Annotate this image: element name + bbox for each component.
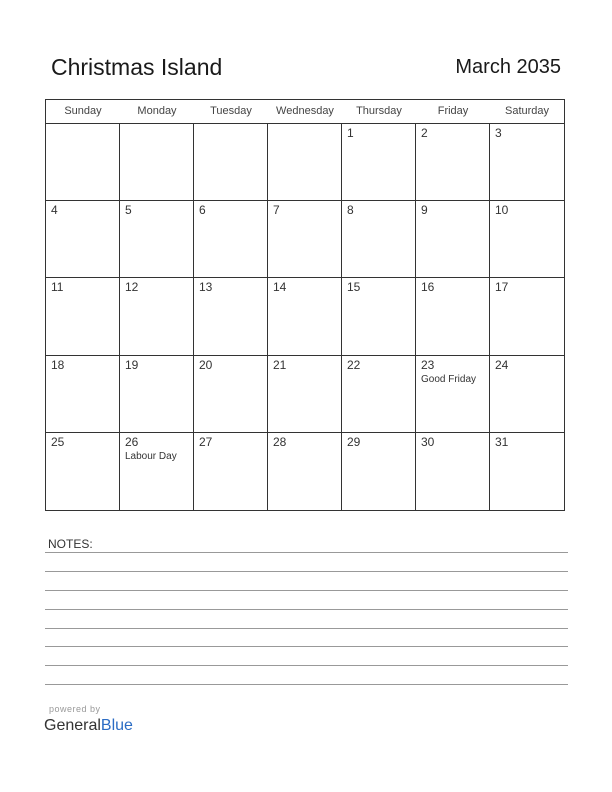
- day-cell: [268, 278, 342, 355]
- day-cell: [342, 278, 416, 355]
- day-number: 17: [495, 280, 509, 295]
- day-cell: [268, 356, 342, 433]
- day-cell: [120, 201, 194, 278]
- day-number: 7: [273, 203, 280, 218]
- day-number: 22: [347, 357, 361, 372]
- brand-logo: [44, 717, 133, 735]
- day-cell: [194, 356, 268, 433]
- day-number: 25: [51, 434, 65, 449]
- day-cell: [194, 433, 268, 510]
- day-cell: [46, 278, 120, 355]
- day-number: 30: [421, 434, 435, 449]
- notes-line: [45, 552, 568, 553]
- day-cell: [490, 201, 564, 278]
- day-number: 15: [347, 280, 361, 295]
- day-number: 20: [199, 357, 213, 372]
- day-cell: [194, 201, 268, 278]
- day-cell: [342, 433, 416, 510]
- day-number: 9: [421, 203, 428, 218]
- day-cell: [490, 433, 564, 510]
- day-number: 24: [495, 357, 509, 372]
- day-cell: [194, 278, 268, 355]
- powered-by-text: powered by: [49, 704, 101, 714]
- day-cell: [46, 201, 120, 278]
- day-cell: [120, 278, 194, 355]
- holiday-label: Good Friday: [421, 373, 477, 385]
- notes-label: NOTES:: [48, 537, 93, 551]
- day-cell: [46, 433, 120, 510]
- day-number: 2: [421, 126, 428, 140]
- day-number: 27: [199, 434, 213, 449]
- day-number: 16: [421, 280, 435, 295]
- day-cell: [46, 124, 120, 201]
- day-number: 23: [421, 357, 435, 372]
- weekday-wednesday: Wednesday: [276, 105, 334, 117]
- weekday-sunday: Sunday: [64, 105, 102, 117]
- day-number: 21: [273, 357, 287, 372]
- day-cell: [342, 201, 416, 278]
- notes-line: [45, 665, 568, 666]
- day-cell: [268, 201, 342, 278]
- day-cell: [416, 356, 490, 433]
- day-cell: [490, 278, 564, 355]
- days-grid: [46, 124, 564, 510]
- day-cell: [120, 433, 194, 510]
- calendar-grid: [45, 99, 565, 511]
- day-number: 1: [347, 126, 354, 140]
- day-number: 8: [347, 203, 354, 218]
- notes-line: [45, 646, 568, 647]
- day-cell: [46, 356, 120, 433]
- brand-blue: Blue: [100, 717, 133, 734]
- day-cell: [416, 201, 490, 278]
- day-cell: [120, 124, 194, 201]
- weekday-tuesday: Tuesday: [210, 105, 252, 117]
- notes-line: [45, 571, 568, 572]
- notes-line: [45, 628, 568, 629]
- calendar-month: March 2035: [455, 56, 561, 78]
- brand-general: General: [44, 717, 101, 734]
- day-cell: [194, 124, 268, 201]
- day-number: 11: [51, 280, 64, 295]
- day-number: 5: [125, 203, 132, 218]
- weekday-friday: Friday: [437, 105, 469, 117]
- day-number: 3: [495, 126, 502, 140]
- notes-line: [45, 590, 568, 591]
- weekday-monday: Monday: [137, 105, 177, 117]
- notes-line: [45, 609, 568, 610]
- day-cell: [416, 278, 490, 355]
- weekday-header: [46, 100, 564, 124]
- day-cell: [342, 124, 416, 201]
- day-cell: [490, 356, 564, 433]
- day-cell: [268, 124, 342, 201]
- day-number: 28: [273, 434, 287, 449]
- day-cell: [120, 356, 194, 433]
- day-number: 13: [199, 280, 213, 295]
- day-cell: [490, 124, 564, 201]
- day-number: 12: [125, 280, 139, 295]
- day-number: 10: [495, 203, 509, 218]
- weekday-thursday: Thursday: [356, 105, 402, 117]
- holiday-label: Labour Day: [125, 450, 177, 462]
- day-number: 18: [51, 357, 65, 372]
- weekday-saturday: Saturday: [504, 105, 550, 117]
- day-number: 6: [199, 203, 206, 218]
- day-cell: [416, 433, 490, 510]
- day-number: 19: [125, 357, 139, 372]
- day-number: 29: [347, 434, 361, 449]
- day-number: 31: [495, 434, 509, 449]
- day-number: 4: [51, 203, 58, 218]
- day-cell: [342, 356, 416, 433]
- day-cell: [268, 433, 342, 510]
- calendar-title: Christmas Island: [51, 54, 223, 80]
- day-cell: [416, 124, 490, 201]
- notes-line: [45, 684, 568, 685]
- day-number: 26: [125, 434, 139, 449]
- day-number: 14: [273, 280, 287, 295]
